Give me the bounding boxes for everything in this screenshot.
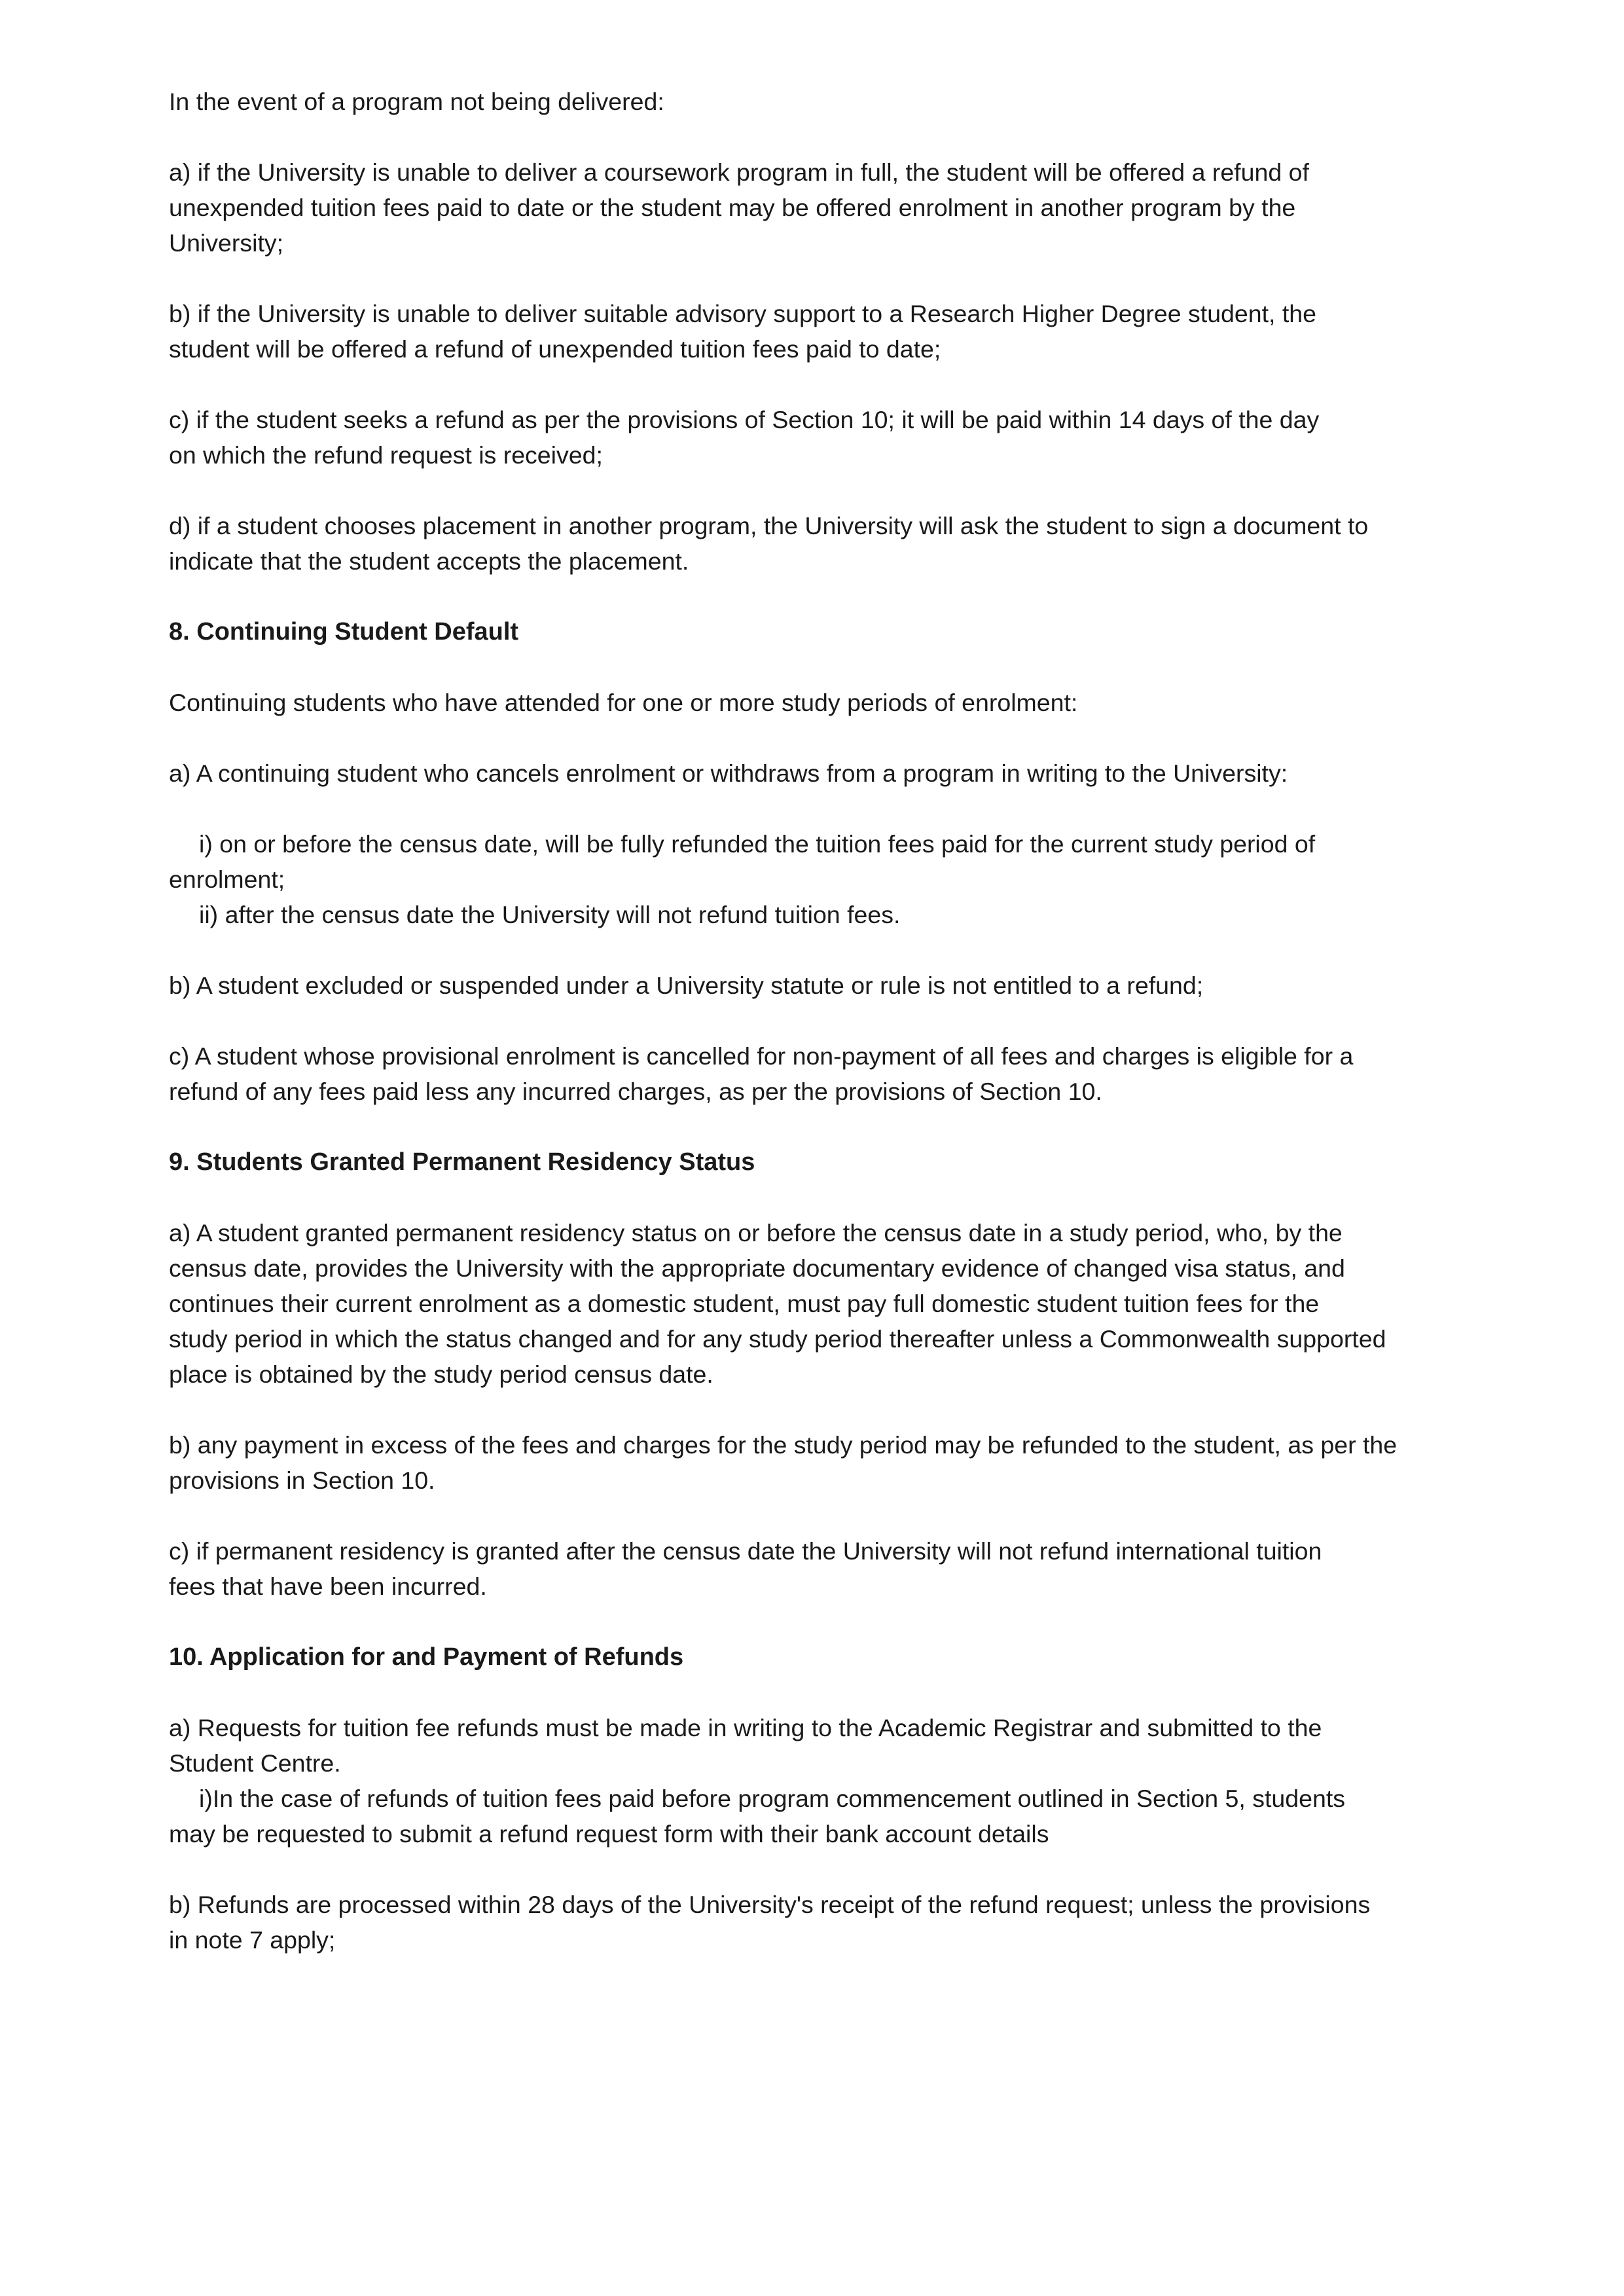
section10-item-b: b) Refunds are processed within 28 days of the University's receipt of the refund request; unless the provisions in note 7 apply;: [169, 1891, 1371, 1954]
intro-paragraph: In the event of a program not being delivered:: [169, 88, 664, 115]
section10-item-a: a) Requests for tuition fee refunds must be made in writing to the Academic Registrar and submitted to the Student Centre.: [169, 1714, 1322, 1777]
section8-subitems: [169, 826, 1537, 932]
section8-subitem-i-continued: enrolment;: [169, 866, 285, 893]
section8-subitem-ii: ii) after the census date the University will not refund tuition fees.: [199, 901, 901, 928]
section10-item-a-group: [169, 1710, 1537, 1851]
section7-item-b: b) if the University is unable to deliver suitable advisory support to a Research Higher Degree student, the student will be offered a refund of unexpended tuition fees paid to date;: [169, 300, 1316, 363]
section9-item-a: a) A student granted permanent residency status on or before the census date in a study period, who, by the census date, provides the University with the appropriate documentary evidence of changed visa status, and continues their current enrolment as a domestic student, must pay full domestic student tuition fees for the study period in which the status changed and for any study period thereafter unless a Commonwealth supported place is obtained by the study period census date.: [169, 1219, 1386, 1388]
section9-item-c: c) if permanent residency is granted after the census date the University will not refund international tuition fees that have been incurred.: [169, 1537, 1322, 1600]
section8-item-c: c) A student whose provisional enrolment is cancelled for non-payment of all fees and charges is eligible for a refund of any fees paid less any incurred charges, as per the provisions of Section 10.: [169, 1042, 1354, 1105]
section7-item-a: a) if the University is unable to deliver a coursework program in full, the student will be offered a refund of unexpended tuition fees paid to date or the student may be offered enrolment in another program by the University;: [169, 158, 1309, 257]
section7-item-d: d) if a student chooses placement in another program, the University will ask the student to sign a document to indicate that the student accepts the placement.: [169, 512, 1369, 575]
section9-item-b: b) any payment in excess of the fees and charges for the study period may be refunded to the student, as per the provisions in Section 10.: [169, 1431, 1398, 1494]
section8-item-b: b) A student excluded or suspended under a University statute or rule is not entitled to a refund;: [169, 972, 1204, 999]
section10-subitem-i: i)In the case of refunds of tuition fees paid before program commencement outlined in Section 5, students: [199, 1785, 1346, 1812]
section8-subitem-i: i) on or before the census date, will be fully refunded the tuition fees paid for the current study period of: [199, 830, 1316, 858]
document-body: [169, 84, 1537, 1993]
section8-item-a: a) A continuing student who cancels enrolment or withdraws from a program in writing to the University:: [169, 759, 1288, 787]
section8-heading: 8. Continuing Student Default: [169, 618, 519, 646]
section7-item-c: c) if the student seeks a refund as per the provisions of Section 10; it will be paid within 14 days of the day on which the refund request is received;: [169, 406, 1320, 469]
section8-intro: Continuing students who have attended for one or more study periods of enrolment:: [169, 689, 1078, 716]
section9-heading: 9. Students Granted Permanent Residency Status: [169, 1148, 755, 1176]
section10-heading: 10. Application for and Payment of Refunds: [169, 1643, 684, 1671]
section10-subitem-i-continued: may be requested to submit a refund request form with their bank account details: [169, 1820, 1049, 1848]
